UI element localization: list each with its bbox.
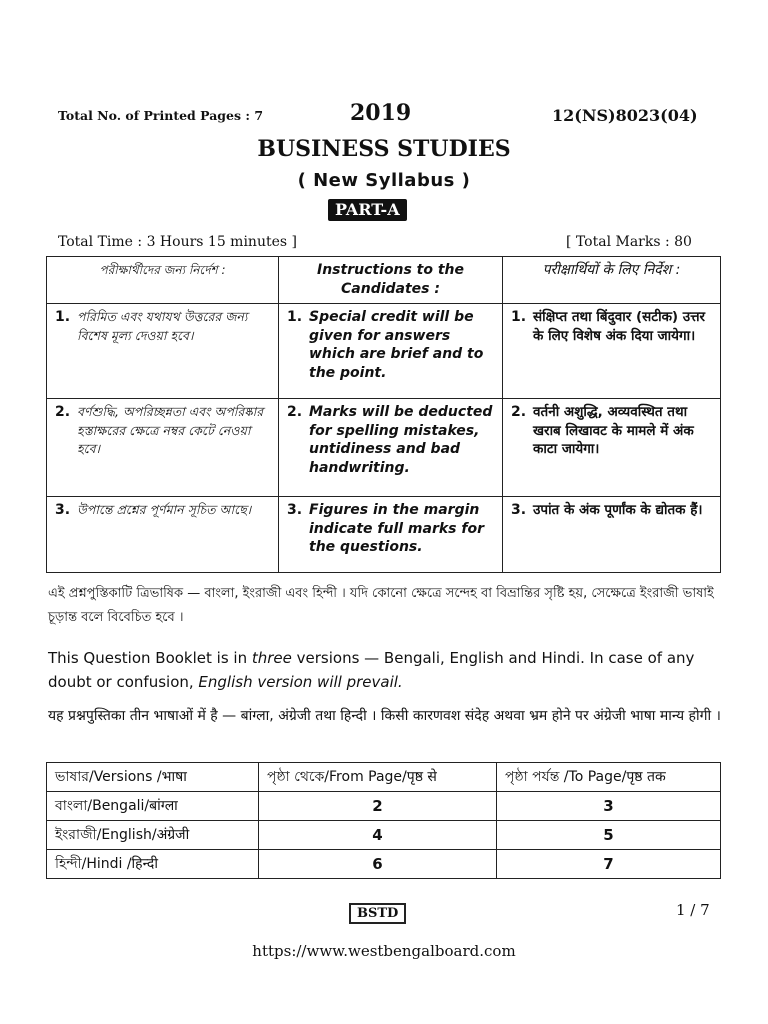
syllabus-subtitle: ( New Syllabus ) xyxy=(297,170,471,191)
table-row xyxy=(47,821,721,850)
note-emphasis: English version will prevail. xyxy=(198,673,403,691)
instruction-row-1 xyxy=(47,304,721,399)
note-emphasis: three xyxy=(251,649,292,667)
versions-header-language: ভাষার/Versions /भाषा xyxy=(47,763,259,792)
english-instruction: Figures in the margin indicate full marks for the questions. xyxy=(309,502,484,555)
table-row xyxy=(47,850,721,879)
instruction-row-2 xyxy=(47,399,721,497)
part-badge: PART-A xyxy=(328,199,407,221)
version-to-page: 7 xyxy=(497,850,721,879)
instruction-row-3 xyxy=(47,497,721,573)
item-number: 1. xyxy=(287,309,303,325)
english-instructions-header: Instructions to the Candidates : xyxy=(279,257,503,304)
paper-code: 12(NS)8023(04) xyxy=(552,106,698,125)
exam-year: 2019 xyxy=(350,100,412,126)
item-number: 1. xyxy=(55,309,71,325)
item-number: 3. xyxy=(287,502,303,518)
page-title: BUSINESS STUDIES xyxy=(257,136,511,162)
version-from-page: 6 xyxy=(259,850,497,879)
table-row xyxy=(47,792,721,821)
hindi-instruction: संक्षिप्त तथा बिंदुवार (सटीक) उत्तर के लिए विशेष अंक दिया जायेगा। xyxy=(533,309,706,344)
item-number: 1. xyxy=(511,309,527,325)
instructions-header-row xyxy=(47,257,721,304)
bengali-language-note: এই প্রশ্নপুস্তিকাটি ত্রিভাষিক — বাংলা, ইংরাজী এবং হিন্দী । যদি কোনো ক্ষেত্রে সন্দেহ বা বিভ্রান্তির সৃষ্টি হয়, সেক্ষেত্রে ইংরাজী ভাষাই চূড়ান্ত বলে বিবেচিত হবে । xyxy=(48,586,714,625)
instructions-table xyxy=(46,256,721,573)
page-number: 1 / 7 xyxy=(676,901,710,919)
version-to-page: 5 xyxy=(497,821,721,850)
note-text: versions — Bengali, English and Hindi. In case of any doubt or confusion, xyxy=(48,649,695,691)
english-language-note xyxy=(48,646,728,694)
version-to-page: 3 xyxy=(497,792,721,821)
version-name: হিন্দী/Hindi /हिन्दी xyxy=(47,850,259,879)
bengali-instructions-header: পরীক্ষার্থীদের জন্য নির্দেশ : xyxy=(47,257,279,304)
english-instruction: Marks will be deducted for spelling mistakes, untidiness and bad handwriting. xyxy=(309,404,493,476)
printed-pages-count: Total No. of Printed Pages : 7 xyxy=(58,108,264,123)
hindi-instructions-header: परीक्षार्थियों के लिए निर्देश : xyxy=(503,257,721,304)
version-name: ইংরাজী/English/अंग्रेजी xyxy=(47,821,259,850)
versions-header-row xyxy=(47,763,721,792)
bengali-instruction: পরিমিত এবং যথাযথ উত্তরের জন্য বিশেষ মূল্য দেওয়া হবে। xyxy=(77,309,248,343)
bengali-instruction: উপান্তে প্রশ্নের পূর্ণমান সূচিত আছে। xyxy=(77,502,252,517)
source-url[interactable]: https://www.westbengalboard.com xyxy=(252,942,516,960)
total-time: Total Time : 3 Hours 15 minutes ] xyxy=(58,234,297,250)
versions-header-to-page: পৃষ্ঠা পর্যন্ত /To Page/पृष्ठ तक xyxy=(497,763,721,792)
version-name: বাংলা/Bengali/बांग्ला xyxy=(47,792,259,821)
item-number: 2. xyxy=(511,404,527,420)
subject-code-box: BSTD xyxy=(349,903,406,924)
version-from-page: 2 xyxy=(259,792,497,821)
bengali-instruction: বর্ণশুদ্ধি, অপরিচ্ছন্নতা এবং অপরিষ্কার হস্তাক্ষরের ক্ষেত্রে নম্বর কেটে নেওয়া হবে। xyxy=(77,404,264,456)
item-number: 2. xyxy=(55,404,71,420)
item-number: 2. xyxy=(287,404,303,420)
version-from-page: 4 xyxy=(259,821,497,850)
hindi-instruction: वर्तनी अशुद्धि, अव्यवस्थित तथा खराब लिखावट के मामले में अंक काटा जायेगा। xyxy=(533,404,694,457)
hindi-instruction: उपांत के अंक पूर्णांक के द्योतक हैं। xyxy=(533,502,703,518)
english-instruction: Special credit will be given for answers which are brief and to the point. xyxy=(309,309,484,381)
total-marks: [ Total Marks : 80 xyxy=(566,234,692,250)
note-text: This Question Booklet is in xyxy=(48,649,252,667)
versions-table xyxy=(46,762,721,879)
item-number: 3. xyxy=(511,502,527,518)
versions-header-from-page: পৃষ্ঠা থেকে/From Page/पृष्ठ से xyxy=(259,763,497,792)
hindi-language-note: यह प्रश्नपुस्तिका तीन भाषाओं में है — बांग्ला, अंग्रेजी तथा हिन्दी । किसी कारणवश संदेह अथवा भ्रम होने पर अंग्रेजी भाषा मान्य होगी । xyxy=(48,708,721,724)
item-number: 3. xyxy=(55,502,71,518)
